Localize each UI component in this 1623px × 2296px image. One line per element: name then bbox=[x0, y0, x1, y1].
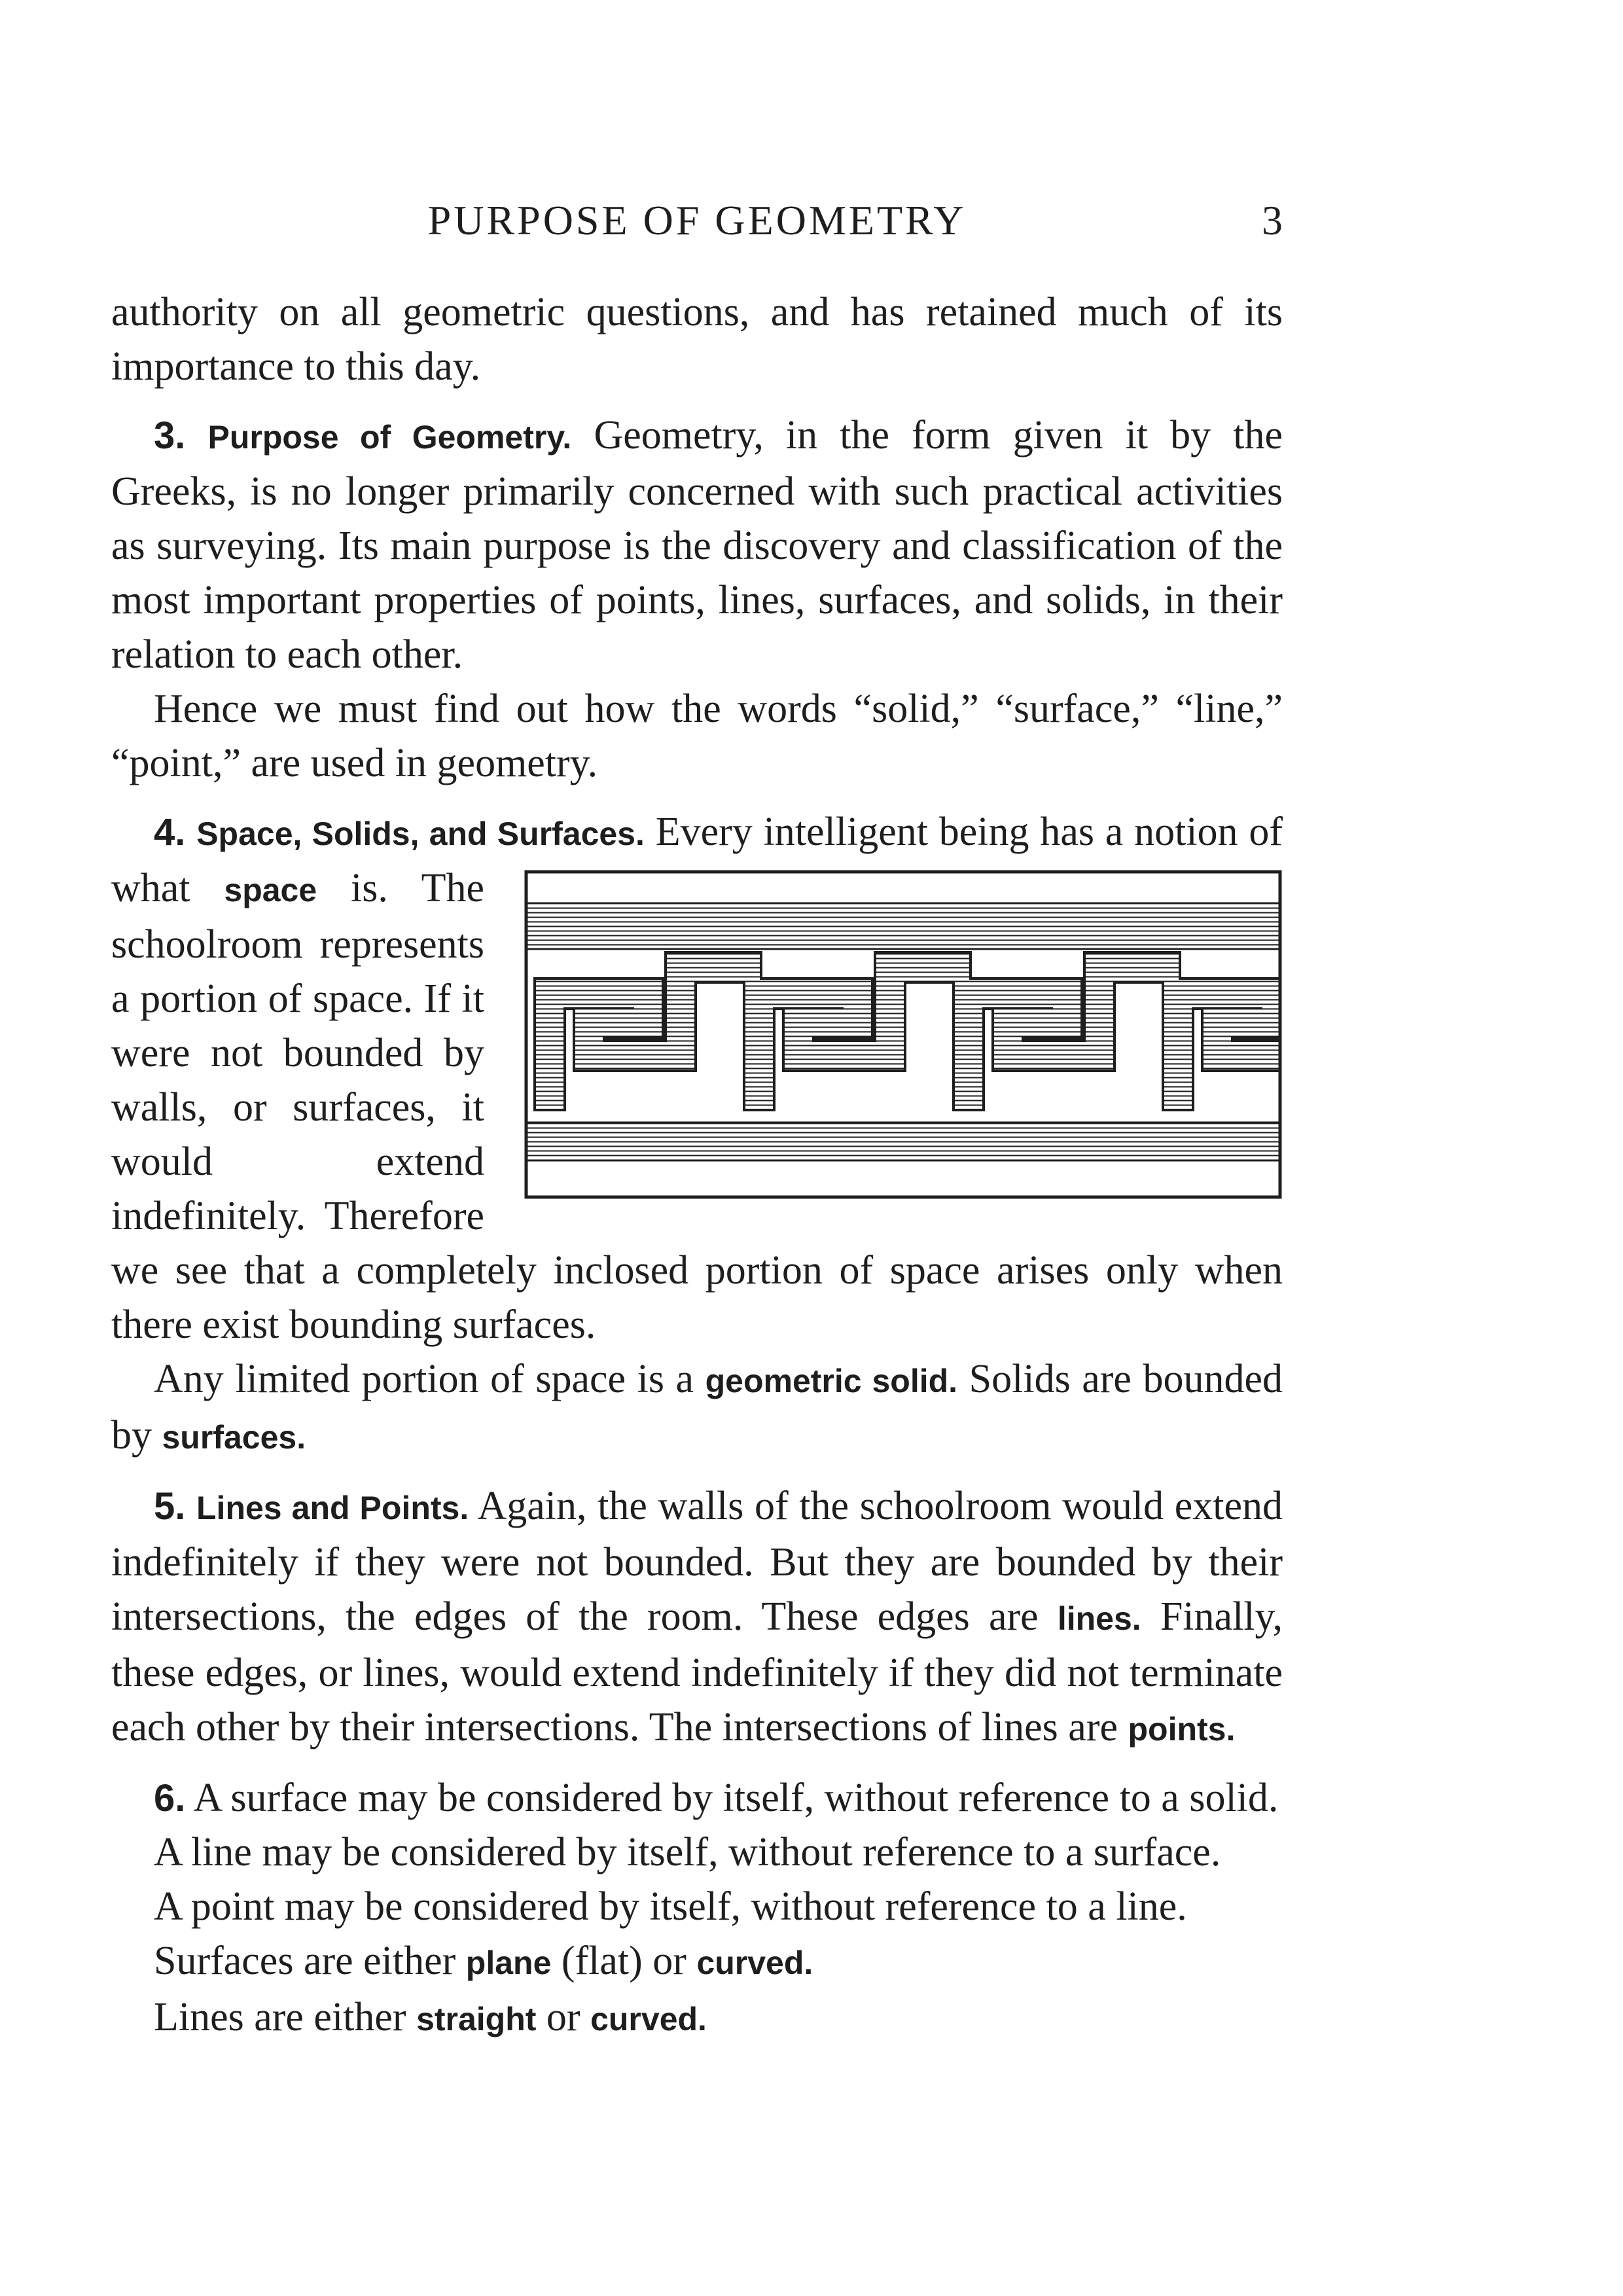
section-6 bbox=[111, 1771, 1283, 1825]
section-5 bbox=[111, 1479, 1283, 1757]
term-lines: lines. bbox=[1057, 1600, 1141, 1637]
section-heading: Lines and Points. bbox=[196, 1490, 469, 1526]
term-space: space bbox=[224, 872, 317, 908]
page-number: 3 bbox=[1262, 197, 1283, 243]
term-plane: plane bbox=[465, 1945, 552, 1981]
section-6-paragraph-4 bbox=[111, 1934, 1283, 1990]
text: (flat) or bbox=[561, 1939, 687, 1983]
intro-paragraph: authority on all geometric questions, and has retained much of its importance to this day. bbox=[111, 290, 1283, 389]
term-curved: curved. bbox=[696, 1945, 813, 1981]
section-heading: Space, Solids, and Surfaces. bbox=[196, 816, 645, 852]
section-number: 5. bbox=[154, 1485, 186, 1528]
section-text-continued: is. The schoolroom represents a portion of space. If it were not bounded by walls, or surfaces, it would extend indefinitely. Therefore we see that a completely inclosed portion of space arises only when there exist bounding surfaces. bbox=[111, 866, 1283, 1347]
page-header bbox=[111, 196, 1283, 255]
section-heading: Purpose of Geometry. bbox=[207, 419, 572, 456]
section-3-paragraph-2: Hence we must find out how the words “solid,” “surface,” “line,” “point,” are used in geometry. bbox=[111, 687, 1283, 785]
text: Lines are either bbox=[154, 1995, 406, 2039]
running-head: PURPOSE OF GEOMETRY bbox=[427, 197, 967, 243]
body-text bbox=[111, 285, 1283, 2047]
section-text: Again, the walls of the schoolroom would extend indefinitely if they were not bounded. But they are bounded by their intersections, the edges of the room. These edges are bbox=[111, 1484, 1283, 1639]
term-geometric-solid: geometric solid. bbox=[705, 1363, 958, 1399]
section-text: Geometry, in the form given it by the Greeks, is no longer primarily concerned with such practical activities as surveying. Its main purpose is the discovery and classification of the most important properties of points, lines, surfaces, and solids, in their relation to each other. bbox=[111, 413, 1283, 677]
section-text: A surface may be considered by itself, without reference to a solid. bbox=[193, 1776, 1279, 1820]
meander-figure bbox=[524, 869, 1283, 1200]
term-straight: straight bbox=[416, 2001, 537, 2037]
section-6-paragraph-2: A line may be considered by itself, without reference to a surface. bbox=[154, 1830, 1221, 1874]
term-curved: curved. bbox=[590, 2001, 707, 2037]
section-3 bbox=[111, 408, 1283, 682]
section-4 bbox=[111, 805, 1283, 1352]
text: Surfaces are either bbox=[154, 1939, 456, 1983]
text: Solids are bounded by bbox=[111, 1357, 1283, 1458]
section-number: 6. bbox=[154, 1777, 186, 1820]
section-6-paragraph-5 bbox=[111, 1990, 1283, 2047]
section-4-paragraph-2 bbox=[111, 1352, 1283, 1465]
section-text: Every intelligent being has a notion of what bbox=[111, 810, 1283, 910]
term-points: points. bbox=[1128, 1711, 1236, 1748]
section-number: 4. bbox=[154, 811, 186, 853]
section-number: 3. bbox=[154, 414, 186, 457]
section-6-paragraph-3: A point may be considered by itself, without reference to a line. bbox=[154, 1884, 1187, 1929]
text: or bbox=[546, 1995, 580, 2039]
section-text-continued: Finally, these edges, or lines, would extend indefinitely if they did not terminate each other by their intersections. The intersections of lines are bbox=[111, 1594, 1283, 1749]
text: Any limited portion of space is a bbox=[154, 1357, 694, 1401]
greek-key-meander-border bbox=[524, 869, 1283, 1200]
term-surfaces: surfaces. bbox=[162, 1419, 306, 1456]
